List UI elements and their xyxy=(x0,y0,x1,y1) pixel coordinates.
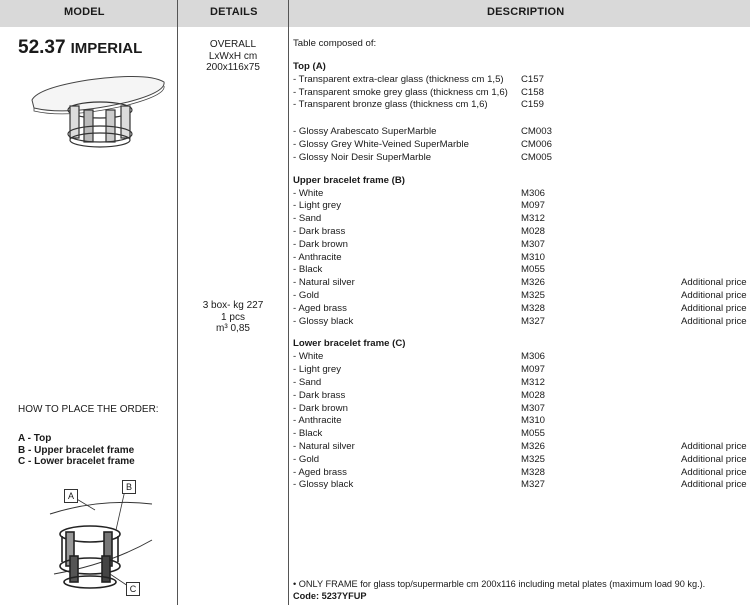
section-title: Top (A) xyxy=(293,60,326,72)
model-title xyxy=(18,37,142,59)
additional-price-note: Additional price xyxy=(681,453,747,465)
option-row xyxy=(293,403,748,416)
option-row xyxy=(293,390,748,403)
packaging-boxes: 3 box- kg 227 xyxy=(202,300,264,311)
option-row xyxy=(293,290,748,303)
option-row xyxy=(293,239,748,252)
diagram-label-c: C xyxy=(126,582,140,596)
option-row xyxy=(293,213,748,226)
option-row xyxy=(293,200,748,213)
option-label: - Black xyxy=(293,428,323,440)
option-label: - Transparent smoke grey glass (thickness cm 1,6) xyxy=(293,86,508,98)
option-code: M312 xyxy=(521,376,545,388)
option-row xyxy=(293,441,748,454)
option-row xyxy=(293,188,748,201)
option-label: - Dark brass xyxy=(293,389,346,401)
option-code: M097 xyxy=(521,200,545,212)
option-label: - Glossy Noir Desir SuperMarble xyxy=(293,151,432,163)
option-label: - Light grey xyxy=(293,200,341,212)
option-label: - Anthracite xyxy=(293,251,342,263)
option-label: - Glossy black xyxy=(293,479,354,491)
option-code: M307 xyxy=(521,238,545,250)
option-label: - Dark brass xyxy=(293,225,346,237)
option-code: M326 xyxy=(521,440,545,452)
option-code: M327 xyxy=(521,315,545,327)
additional-price-note: Additional price xyxy=(681,302,747,314)
option-label: - Glossy Arabescato SuperMarble xyxy=(293,126,437,138)
option-code: M328 xyxy=(521,466,545,478)
option-code: M055 xyxy=(521,428,545,440)
footnote-text: • ONLY FRAME for glass top/supermarble cm 200x116 including metal plates (maximum load 90 kg.). xyxy=(293,579,706,589)
option-label: - Aged brass xyxy=(293,466,347,478)
additional-price-note: Additional price xyxy=(681,440,747,452)
table-header xyxy=(0,0,750,27)
product-code: Code: 5237YFUP xyxy=(293,591,367,601)
dims-value: 200x116x75 xyxy=(206,62,260,73)
option-label: - Natural silver xyxy=(293,277,355,289)
model-name: IMPERIAL xyxy=(70,40,143,57)
option-code: M325 xyxy=(521,289,545,301)
parts-diagram xyxy=(40,484,160,599)
additional-price-note: Additional price xyxy=(681,479,747,491)
option-row xyxy=(293,252,748,265)
option-row xyxy=(293,467,748,480)
option-code: CM005 xyxy=(521,151,552,163)
section-title: Upper bracelet frame (B) xyxy=(293,174,405,186)
option-label: - Dark brown xyxy=(293,402,348,414)
option-code: M326 xyxy=(521,277,545,289)
option-code: M310 xyxy=(521,251,545,263)
option-code: M306 xyxy=(521,351,545,363)
order-title: HOW TO PLACE THE ORDER: xyxy=(18,404,159,415)
description-intro: Table composed of: xyxy=(293,38,377,49)
option-sections xyxy=(293,61,748,492)
option-label: - Sand xyxy=(293,376,322,388)
option-code: M310 xyxy=(521,415,545,427)
option-code: M325 xyxy=(521,453,545,465)
option-row xyxy=(293,479,748,492)
option-code: CM006 xyxy=(521,138,552,150)
option-code: M312 xyxy=(521,213,545,225)
option-row xyxy=(293,377,748,390)
option-code: M097 xyxy=(521,364,545,376)
option-code: C159 xyxy=(521,99,544,111)
option-code: M328 xyxy=(521,302,545,314)
additional-price-note: Additional price xyxy=(681,466,747,478)
option-label: - Dark brown xyxy=(293,238,348,250)
option-row xyxy=(293,226,748,239)
option-code: C157 xyxy=(521,73,544,85)
option-label: - Black xyxy=(293,264,323,276)
option-row xyxy=(293,126,748,139)
column-divider-2 xyxy=(288,0,289,605)
model-number: 52.37 xyxy=(18,37,66,58)
diagram-label-b: B xyxy=(122,480,136,494)
option-label: - Anthracite xyxy=(293,415,342,427)
order-list xyxy=(18,433,135,468)
header-details: DETAILS xyxy=(210,6,258,18)
header-model: MODEL xyxy=(64,6,105,18)
packaging-pieces: 1 pcs xyxy=(221,311,245,323)
dims-label: LxWxH cm xyxy=(208,50,258,62)
order-item-b: B - Upper bracelet frame xyxy=(18,444,135,456)
option-row xyxy=(293,454,748,467)
option-label: - Light grey xyxy=(293,364,341,376)
option-row xyxy=(293,74,748,87)
option-code: CM003 xyxy=(521,126,552,138)
additional-price-note: Additional price xyxy=(681,277,747,289)
option-label: - Glossy Grey White-Veined SuperMarble xyxy=(293,138,469,150)
option-row xyxy=(293,139,748,152)
option-row xyxy=(293,152,748,165)
option-row xyxy=(293,87,748,100)
option-label: - Gold xyxy=(293,453,320,465)
diagram-label-a: A xyxy=(64,489,78,503)
option-code: M306 xyxy=(521,187,545,199)
description-body xyxy=(293,38,748,492)
option-label: - Natural silver xyxy=(293,440,355,452)
option-row xyxy=(293,351,748,364)
option-label: - Glossy black xyxy=(293,315,354,327)
option-code: C158 xyxy=(521,86,544,98)
header-description: DESCRIPTION xyxy=(487,6,565,18)
option-code: M307 xyxy=(521,402,545,414)
option-row xyxy=(293,316,748,329)
order-item-a: A - Top xyxy=(18,433,52,444)
option-row xyxy=(293,303,748,316)
option-code: M327 xyxy=(521,479,545,491)
overall-label: OVERALL xyxy=(209,39,257,50)
option-label: - Transparent extra-clear glass (thickness cm 1,5) xyxy=(293,73,504,85)
option-code: M028 xyxy=(521,225,545,237)
additional-price-note: Additional price xyxy=(681,315,747,327)
table-illustration xyxy=(28,70,168,150)
option-row xyxy=(293,428,748,441)
footnote xyxy=(293,578,705,602)
option-label: - Aged brass xyxy=(293,302,347,314)
option-label: - White xyxy=(293,351,324,363)
option-label: - Transparent bronze glass (thickness cm 1,6) xyxy=(293,99,488,111)
option-row xyxy=(293,99,748,112)
packaging-info xyxy=(180,300,286,335)
option-row xyxy=(293,277,748,290)
option-code: M055 xyxy=(521,264,545,276)
additional-price-note: Additional price xyxy=(681,289,747,301)
order-item-c: C - Lower bracelet frame xyxy=(18,456,135,467)
option-row xyxy=(293,364,748,377)
packaging-volume: m³ 0,85 xyxy=(216,323,250,334)
overall-dimensions xyxy=(180,39,286,74)
section-title: Lower bracelet frame (C) xyxy=(293,338,406,350)
option-label: - White xyxy=(293,187,324,199)
column-divider-1 xyxy=(177,0,178,605)
option-label: - Gold xyxy=(293,289,320,301)
option-row xyxy=(293,415,748,428)
option-label: - Sand xyxy=(293,213,322,225)
option-row xyxy=(293,264,748,277)
option-code: M028 xyxy=(521,389,545,401)
